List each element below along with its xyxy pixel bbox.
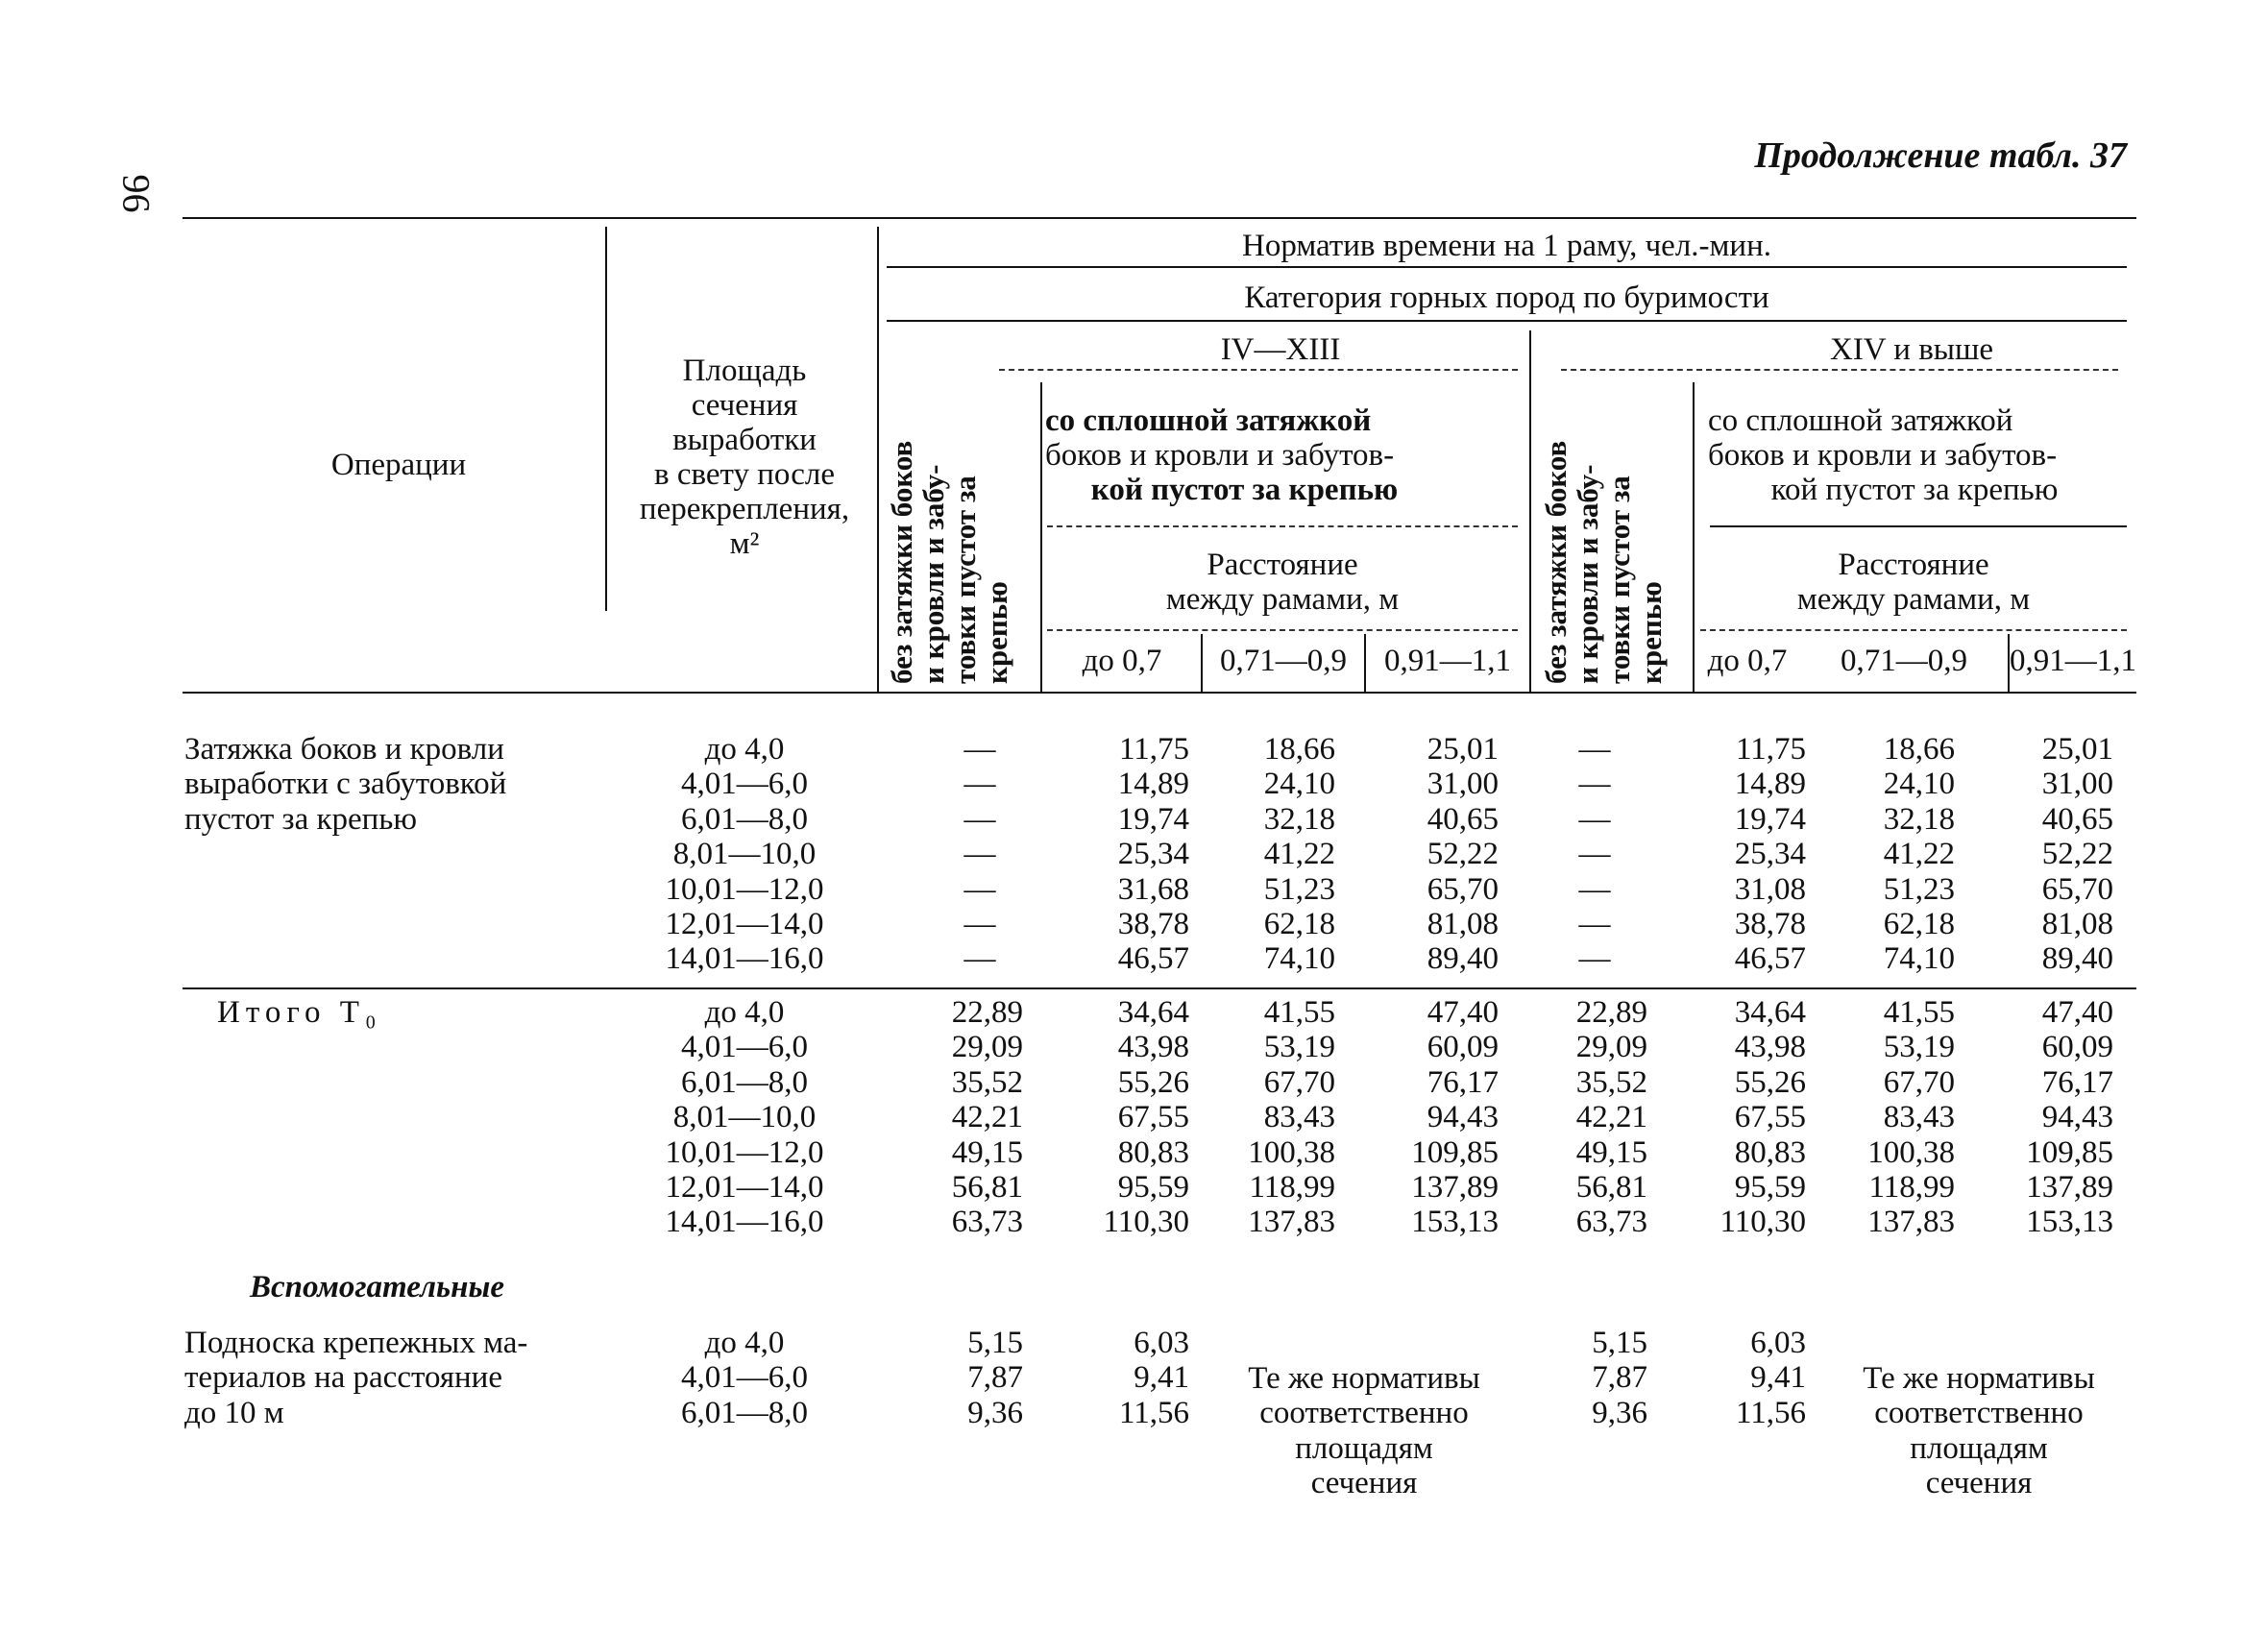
section3-areas: до 4,0 4,01—6,0 6,01—8,0 [681,1326,808,1430]
rule-with1 [1047,525,1518,527]
section1-g1-c: 25,01 31,00 40,65 52,22 65,70 81,08 89,40 [1427,732,1499,977]
header-bottom-rule [183,692,2136,694]
with-g2-line3: кой пустот за крепью [1770,473,2059,507]
vrule-groups [1529,330,1531,692]
vrule-area [877,227,879,692]
rule-under-category [887,320,2127,322]
header-cat1: IV—XIII [1220,332,1341,367]
section3-g1-note: Те же нормативы соответственно площадям сечения [1248,1361,1480,1501]
section3-subtitle: Вспомогательные [250,1270,504,1304]
section2-g1-a: 34,64 43,98 55,26 67,55 80,83 95,59 110,30 [1103,995,1189,1240]
section2-g2-a: 34,64 43,98 55,26 67,55 80,83 95,59 110,30 [1719,995,1806,1240]
header-category-title: Категория горных пород по буримости [1244,280,1769,315]
section3-g1-a: 6,03 9,41 11,56 [1118,1326,1189,1430]
section2-g2-b: 41,55 53,19 67,70 83,43 100,38 118,99 137,83 [1867,995,1955,1240]
vrule-g1-without [1040,382,1042,692]
section1-g2-a: 11,75 14,89 19,74 25,34 31,08 38,78 46,57 [1734,732,1806,977]
subcol-g2-3: 0,91—1,1 [2010,644,2136,678]
header-distance-g2: Расстояние между рамами, м [1796,548,2031,617]
page-number: 96 [114,174,159,213]
header-without-g1: без затяжки боков и кровли и забу- товки пустот за крепью [885,440,1013,684]
section2-operation: Итого T₀ [217,995,382,1030]
section2-g2-without: 22,89 29,09 35,52 42,21 49,15 56,81 63,73 [1575,995,1647,1240]
header-with-g2 [1708,403,2131,507]
header-cat2: XIV и выше [1829,332,1994,367]
section1-g2-c: 25,01 31,00 40,65 52,22 65,70 81,08 89,40 [2041,732,2113,977]
section3-g2-note: Те же нормативы соответственно площадям сечения [1863,1361,2095,1501]
header-operations: Операции [330,448,467,482]
vrule-ops [605,227,607,611]
with-g1-line1: со сплошной затяжкой [1045,403,1372,438]
section1-g1-b: 18,66 24,10 32,18 41,22 51,23 62,18 74,10 [1263,732,1335,977]
with-g1-line3: кой пустот за крепью [1090,473,1399,507]
section1-g2-without: — — — — — — — [1578,732,1611,977]
subcol-g2-1: до 0,7 [1707,644,1788,678]
section3-operation: Подноска крепежных ма- териалов на расстояние до 10 м [184,1326,528,1430]
section1-g1-a: 11,75 14,89 19,74 25,34 31,68 38,78 46,57 [1117,732,1189,977]
section2-areas: до 4,0 4,01—6,0 6,01—8,0 8,01—10,0 10,01—12,0 12,01—14,0 14,01—16,0 [665,995,824,1240]
rule-with2 [1710,525,2127,527]
section1-operation: Затяжка боков и кровли выработки с забутовкой пустот за крепью [184,732,507,837]
header-without-g2: без затяжки боков и кровли и забу- товки пустот за крепью [1539,440,1668,684]
header-with-g1 [1045,403,1463,507]
section2-g1-c: 47,40 60,09 76,17 94,43 109,85 137,89 153,13 [1411,995,1499,1240]
header-distance-g1: Расстояние между рамами, м [1165,548,1400,617]
with-g1-line2: боков и кровли и забутов- [1045,438,1395,473]
rule-cat1 [999,369,1518,371]
section2-g1-without: 22,89 29,09 35,52 42,21 49,15 56,81 63,73 [951,995,1023,1240]
with-g2-line1: со сплошной затяжкой [1708,403,2013,438]
section3-g2-without: 5,15 7,87 9,36 [1592,1326,1647,1430]
header-area: Площадь сечения выработки в свету после перекрепления, м² [639,353,850,561]
rule-cat2 [1561,369,2118,371]
section1-g1-without: — — — — — — — [963,732,996,977]
section1-areas: до 4,0 4,01—6,0 6,01—8,0 8,01—10,0 10,01—12,0 12,01—14,0 14,01—16,0 [665,732,824,977]
section3-g1-without: 5,15 7,87 9,36 [967,1326,1023,1430]
header-norm-title: Норматив времени на 1 раму, чел.-мин. [1242,229,1771,263]
section1-g2-b: 18,66 24,10 32,18 41,22 51,23 62,18 74,10 [1883,732,1955,977]
subcol-g1-1: до 0,7 [1082,644,1162,678]
table-caption: Продолжение табл. 37 [1754,135,2127,176]
section2-g2-c: 47,40 60,09 76,17 94,43 109,85 137,89 153,13 [2026,995,2113,1240]
rule-dist1 [1047,629,1518,631]
section2-g1-b: 41,55 53,19 67,70 83,43 100,38 118,99 137,83 [1248,995,1335,1240]
subcol-g1-2: 0,71—0,9 [1220,644,1347,678]
subcol-g1-3: 0,91—1,1 [1384,644,1511,678]
with-g2-line2: боков и кровли и забутов- [1708,438,2058,473]
subcol-g2-2: 0,71—0,9 [1841,644,1967,678]
rule-under-norm [887,266,2127,268]
table-top-rule [183,217,2136,219]
rule-dist2 [1700,629,2127,631]
section1-bottom-rule [183,987,2136,989]
section3-g2-a: 6,03 9,41 11,56 [1735,1326,1806,1430]
